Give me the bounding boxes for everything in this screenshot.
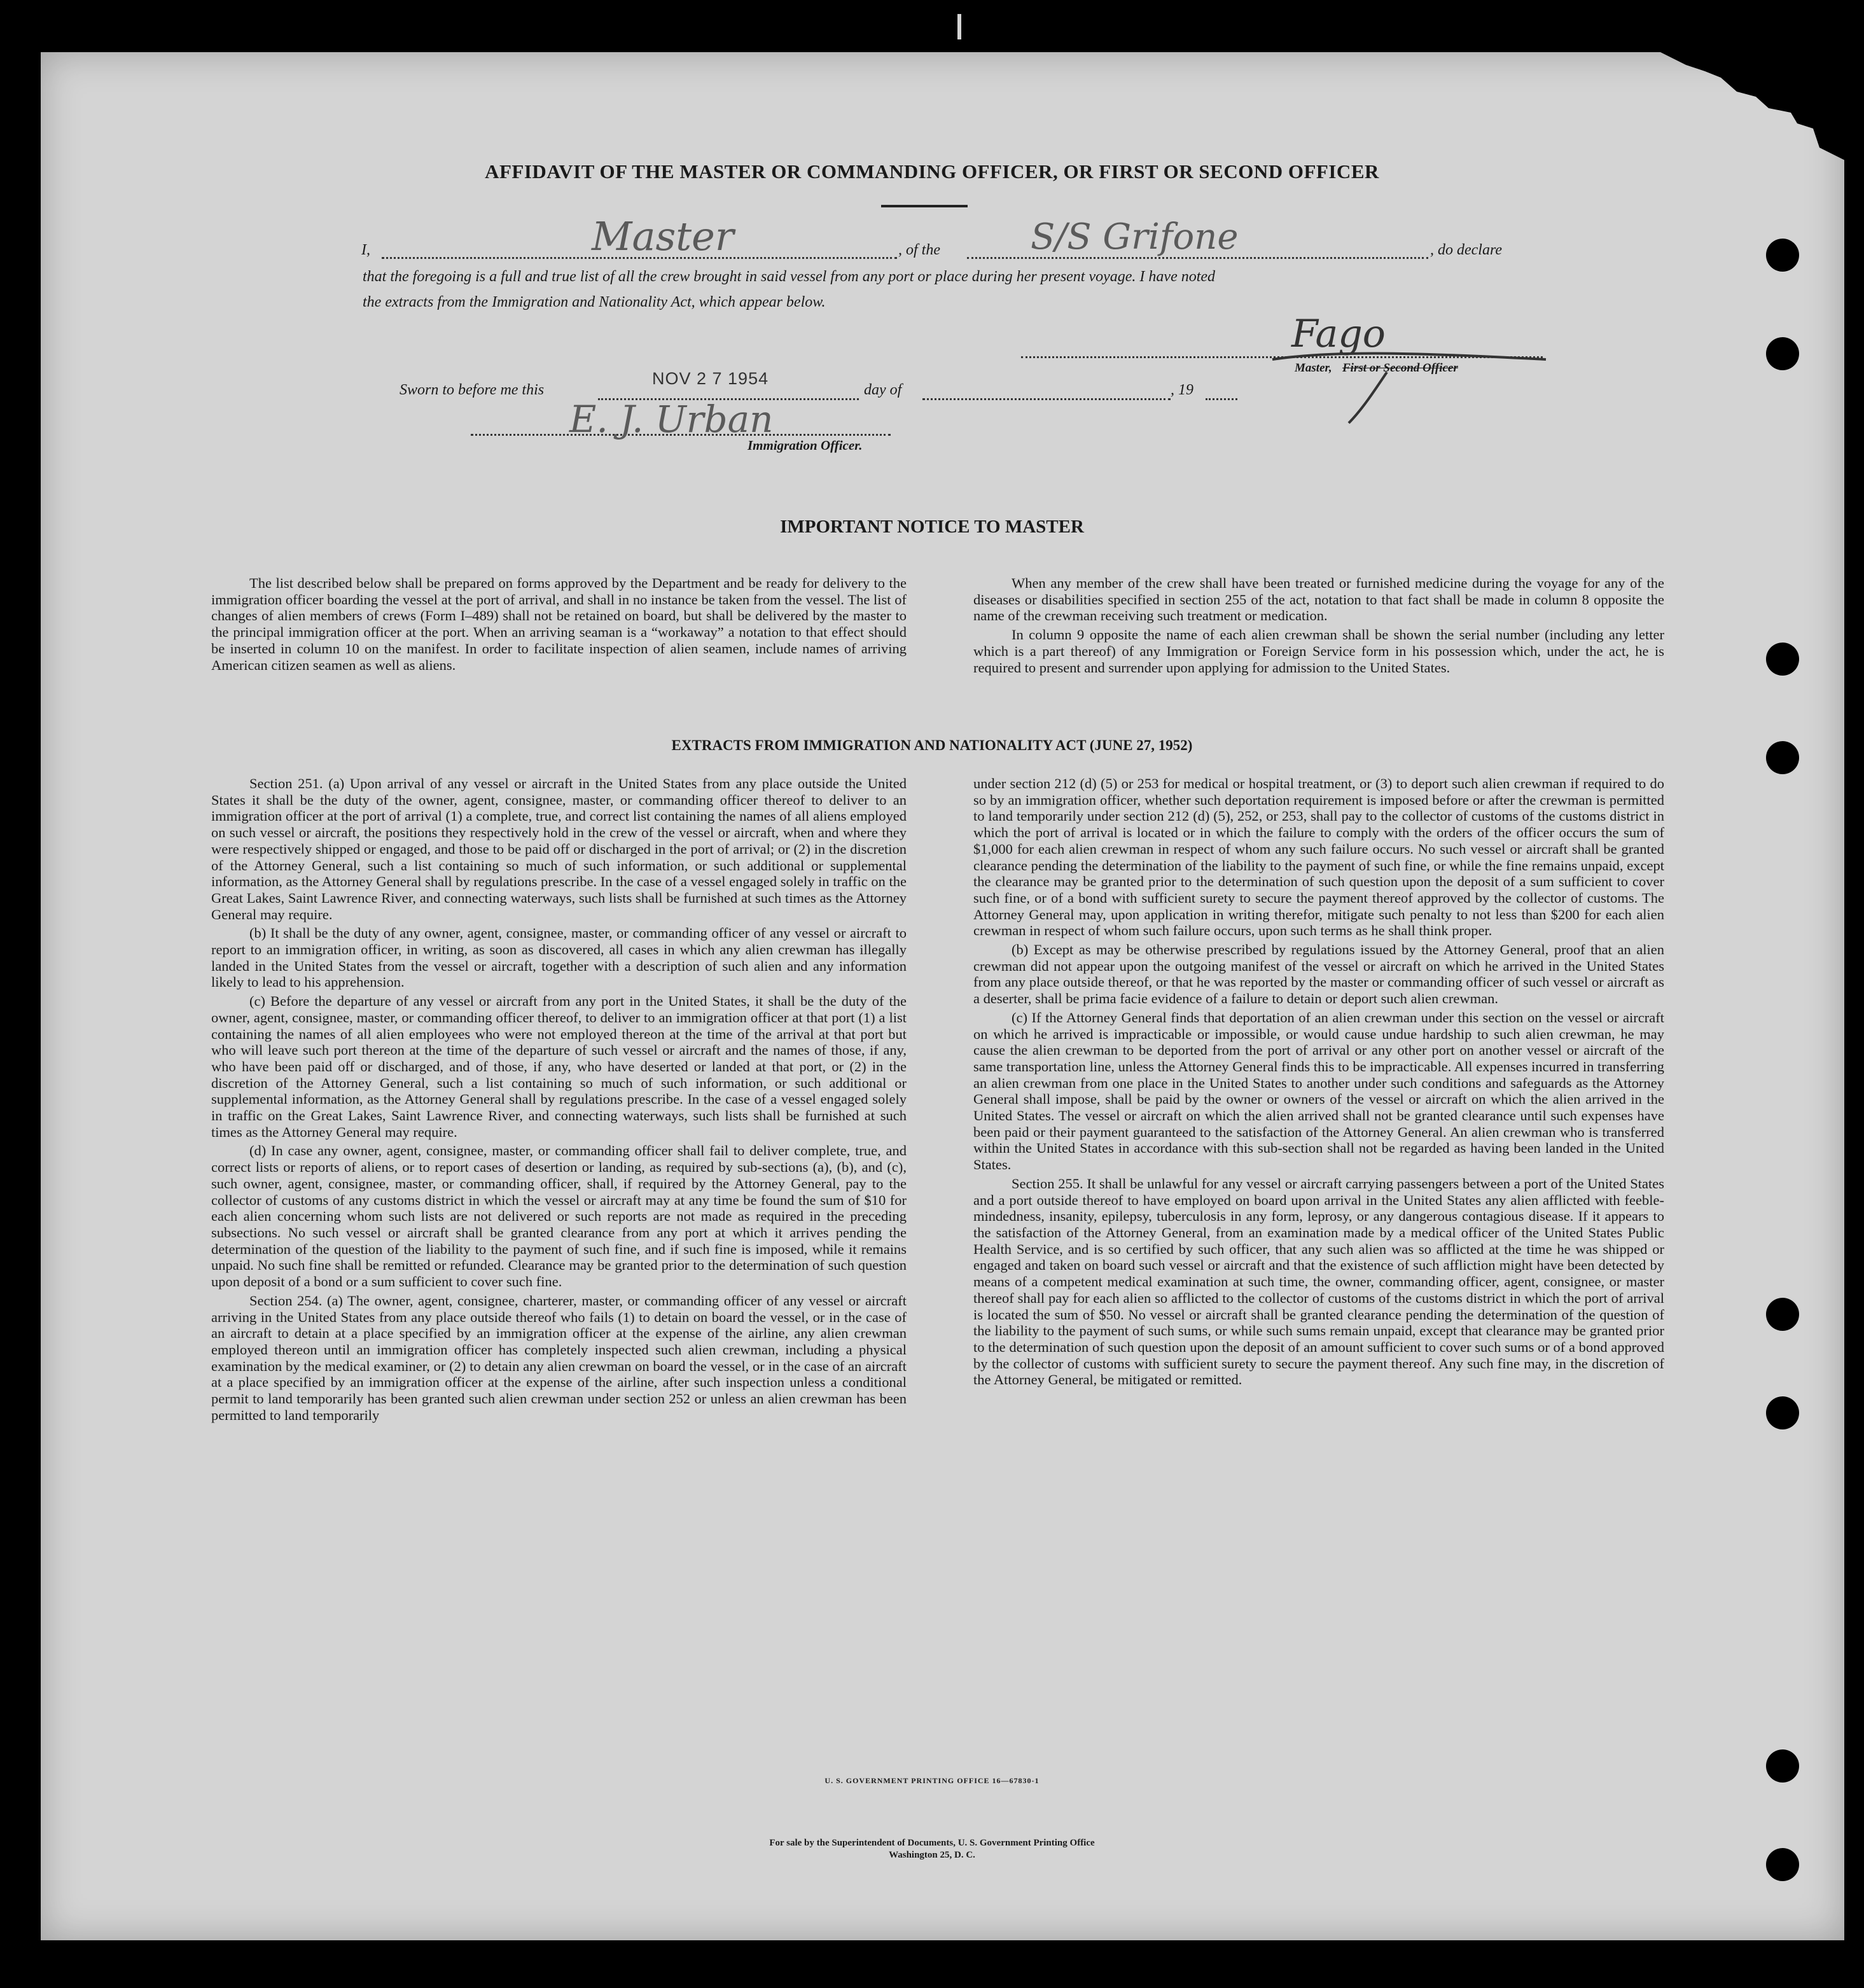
section-251d: (d) In case any owner, agent, consignee, master, or commanding officer shall fail to deliver complete, true, and correct lists or reports of aliens, or to report cases of desertion or landing, as required by sub-sections (a), (b), and (c), such owner, agent, consignee, master, or commanding officer, shall, if required by the Attorney General, pay to the collector of customs of any customs district in which the vessel or aircraft may at any time be found the sum of $10 for each alien concerning whom such lists are not delivered or such reports are not made as required in the preceding subsections. No such vessel or aircraft shall be granted clearance from any port at which it arrives pending the determination of the question of the liability to the payment of such fine, and if such fine is imposed, while it remains unpaid. No such fine shall be remitted or refunded. Clearance may be granted prior to the determination of such question upon deposit of a bond or a sum sufficient to cover such fine. bbox=[211, 1143, 907, 1290]
section-254a: Section 254. (a) The owner, agent, consignee, charterer, master, or commanding officer of any vessel or aircraft arriving in the United States from any place outside thereof who fails (1) to detain on board the vessel, or in the case of an aircraft to detain at a place specified by an immigration officer at the expense of the airline, any alien crewman employed thereon until an immigration officer has completely inspected such alien crewman, including a physical examination by the medical examiner, or (2) to detain any alien crewman on board the vessel, or in the case of an aircraft at a place specified by an immigration officer at the expense of the airline, after such inspection unless a conditional permit to land temporarily has been granted such alien crewman under section 252 or unless an alien crewman has been permitted to land temporarily bbox=[211, 1292, 907, 1423]
section-251c: (c) Before the departure of any vessel or aircraft from any port in the United States, it shall be the duty of the owner, agent, consignee, master, or commanding officer thereof, to deliver to an immigration officer at that port (1) a list containing the names of all alien employees who were not employed thereon at the time of the arrival at that port but who will leave such port thereon at the time of the departure of such vessel or aircraft and the names of those, if any, who have been paid off or discharged, and of those, if any, who have deserted or landed at that port, or (2) in the discretion of the Attorney General, such a list containing so much of such information, or such additional or supplemental information, as the Attorney General shall by regulations prescribe. In the case of a vessel engaged solely in traffic on the Great Lakes, Saint Lawrence River, and connecting waterways, such lists shall be furnished at such times as the Attorney General may require. bbox=[211, 993, 907, 1140]
month-field bbox=[922, 398, 1171, 400]
sale-notice-line2: Washington 25, D. C. bbox=[889, 1850, 975, 1860]
master-signature: Fago bbox=[1291, 312, 1386, 356]
notice-paragraph: When any member of the crew shall have been treated or furnished medicine during the voyage for any of the diseases or disabilities specified in section 255 of the act, notation to that fact shall be made in column 8 opposite the name of the crewman receiving such treatment or medication. bbox=[973, 575, 1664, 624]
punch-hole bbox=[1766, 1298, 1799, 1331]
do-declare-label: , do declare bbox=[1430, 242, 1503, 258]
notice-paragraph: The list described below shall be prepared on forms approved by the Department and be ready for delivery to the immigration officer boarding the vessel at the port of arrival, and shall in no instance be taken from the vessel. The list of changes of alien members of crews (Form I–489) shall not be retained on board, but shall be delivered by the master to the principal immigration officer at the port. When an arriving seaman is a “workaway” a notation to that effect should be inserted in column 10 on the manifest. In order to facilitate inspection of alien seamen, include names of arriving American citizen seamen as well as aliens. bbox=[211, 575, 907, 673]
day-of-label: day of bbox=[864, 382, 902, 398]
section-251b: (b) It shall be the duty of any owner, agent, consignee, master, or commanding officer of any vessel or aircraft to report to an immigration officer, in writing, as soon as discovered, all cases in which any alien crewman has illegally landed in the United States from the vessel or aircraft, together with a description of such alien and any information likely to lead to his apprehension. bbox=[211, 925, 907, 991]
punch-hole bbox=[1766, 643, 1799, 676]
punch-hole bbox=[1766, 1396, 1799, 1429]
declarant-prefix: I, bbox=[361, 242, 370, 258]
section-254b: (b) Except as may be otherwise prescribed by regulations issued by the Attorney General, proof that an alien crewman did not appear upon the outgoing manifest of the vessel or aircraft on which he arrived in the United States from any place outside thereof, or that he was reported by the master or commanding officer of such vessel or aircraft as a deserter, shall be prima facie evidence of a failure to detain or deport such alien crewman. bbox=[973, 942, 1664, 1007]
notice-paragraph: In column 9 opposite the name of each alien crewman shall be shown the serial number (including any letter which is a part thereof) of any Immigration or Foreign Service form in his possession which, under the act, he is required to present and surrender upon applying for admission to the United States. bbox=[973, 627, 1664, 676]
notice-title: IMPORTANT NOTICE TO MASTER bbox=[780, 517, 1084, 537]
extracts-left-column bbox=[211, 775, 907, 1426]
year-field bbox=[1206, 398, 1237, 400]
top-edge-mark bbox=[957, 14, 961, 39]
notice-left-column bbox=[211, 575, 907, 676]
year-prefix: , 19 bbox=[1171, 382, 1193, 398]
officer-signature: E. J. Urban bbox=[569, 398, 774, 441]
sworn-label: Sworn to before me this bbox=[400, 382, 545, 398]
extracts-title: EXTRACTS FROM IMMIGRATION AND NATIONALITY ACT (JUNE 27, 1952) bbox=[671, 737, 1193, 753]
affidavit-statement-cont: the extracts from the Immigration and Nationality Act, which appear below. bbox=[363, 294, 826, 310]
section-255: Section 255. It shall be unlawful for any vessel or aircraft carrying passengers between a port of the United States and a port outside thereof to have employed on board upon arrival in the United States any alien afflicted with feeble-mindedness, insanity, epilepsy, tuberculosis in any form, leprosy, or any dangerous contagious disease. If it appears to the satisfaction of the Attorney General, from an examination made by a medical officer of the United States Public Health Service, and is so certified by such officer, that any such alien was so afflicted at the time he was shipped or engaged and taken on board such vessel or aircraft and that the existence of such affliction might have been detected by means of a competent medical examination at such time, the owner, commanding officer, agent, consignee, or master thereof shall pay for each alien so afflicted to the collector of customs of the customs district in which the port of arrival is located the sum of $50. No vessel or aircraft shall be granted clearance pending the determination of the question of the liability to the payment of such sums, or while such sums remain unpaid, except that clearance may be granted prior to the determination of such question upon the deposit of an amount sufficient to cover such sums or of a bond approved by the collector of customs with sufficient surety to secure the payment thereof. Any such fine may, in the discretion of the Attorney General, be mitigated or remitted. bbox=[973, 1175, 1664, 1388]
extracts-right-column bbox=[973, 775, 1664, 1391]
printing-office-code: U. S. GOVERNMENT PRINTING OFFICE 16—67830-1 bbox=[824, 1776, 1040, 1785]
section-254a-cont: under section 212 (d) (5) or 253 for medical or hospital treatment, or (3) to deport such alien crewman if required to do so by an immigration officer, whether such deportation requirement is imposed before or after the crewman is permitted to land temporarily under section 212 (d) (5), 252, or 253, shall pay to the collector of customs of the customs district in which the port of arrival is located or in which the failure to comply with the orders of the officer occurs the sum of $1,000 for each alien crewman in respect of whom any such failure occurs. No such vessel or aircraft shall be granted clearance pending the determination of the liability to the payment of such fine, or while the fine remains unpaid, except the clearance may be granted prior to the determination of such question upon the deposit of a sum sufficient to cover such fine, or of a bond with sufficient surety to secure the payment thereof approved by the collector of customs. The Attorney General may, upon application in writing therefor, mitigate such penalty to not less than $200 for each alien crewman in respect of whom such failure occurs, upon such terms as he shall think proper. bbox=[973, 775, 1664, 939]
date-stamp: NOV 2 7 1954 bbox=[652, 369, 769, 388]
handwritten-vessel: S/S Grifone bbox=[1031, 216, 1239, 258]
punch-hole bbox=[1766, 239, 1799, 272]
officer-caption: Immigration Officer. bbox=[748, 438, 863, 453]
torn-corner bbox=[1660, 52, 1845, 160]
title-divider bbox=[881, 205, 968, 207]
notice-right-column bbox=[973, 575, 1664, 678]
punch-hole bbox=[1766, 337, 1799, 370]
section-251a: Section 251. (a) Upon arrival of any vessel or aircraft in the United States from any place outside the United States it shall be the duty of the owner, agent, consignee, master, or commanding officer thereof to deliver to an immigration officer at the port of arrival (1) a complete, true, and correct list containing the names of all aliens employed on such vessel or aircraft, the positions they respectively hold in the crew of the vessel or aircraft, when and where they were respectively shipped or engaged, and those to be paid off or discharged in the port of arrival; or (2) in the discretion of the Attorney General, such a list containing so much of such information, or such additional or supplemental information, as the Attorney General shall by regulations prescribe. In the case of a vessel engaged solely in traffic on the Great Lakes, Saint Lawrence River, and connecting waterways, such lists shall be furnished at such times as the Attorney General may require. bbox=[211, 775, 907, 922]
signature-caption-struck: First or Second Officer bbox=[1342, 361, 1458, 375]
section-254c: (c) If the Attorney General finds that deportation of an alien crewman under this section on the vessel or aircraft on which he arrived is impracticable or impossible, or would cause undue hardship to such alien crewman, he may cause the alien crewman to be deported from the port of arrival or any other port on another vessel or aircraft of the same transportation line, unless the Attorney General finds this to be impracticable. All expenses incurred in transferring an alien crewman from one place in the United States to another under such conditions and safeguards as the Attorney General shall impose, shall be paid by the owner or owners of the vessel or aircraft on which the alien arrived in the United States. The vessel or aircraft on which the alien arrived shall not be granted clearance until such expenses have been paid or their payment guaranteed to the satisfaction of the Attorney General. An alien crewman who is transferred within the United States in accordance with this sub-section shall not be regarded as having been landed in the United States. bbox=[973, 1009, 1664, 1173]
handwritten-declarant: Master bbox=[592, 213, 734, 260]
signature-flourish bbox=[1260, 347, 1552, 429]
signature-caption-master: Master, bbox=[1295, 361, 1332, 375]
sale-notice-line1: For sale by the Superintendent of Documents, U. S. Government Printing Office bbox=[769, 1838, 1095, 1848]
of-the-label: , of the bbox=[898, 242, 940, 258]
affidavit-title: AFFIDAVIT OF THE MASTER OR COMMANDING OFFICER, OR FIRST OR SECOND OFFICER bbox=[485, 160, 1379, 183]
affidavit-statement: that the foregoing is a full and true list of all the crew brought in said vessel from any port or place during her present voyage. I have noted bbox=[363, 268, 1216, 285]
